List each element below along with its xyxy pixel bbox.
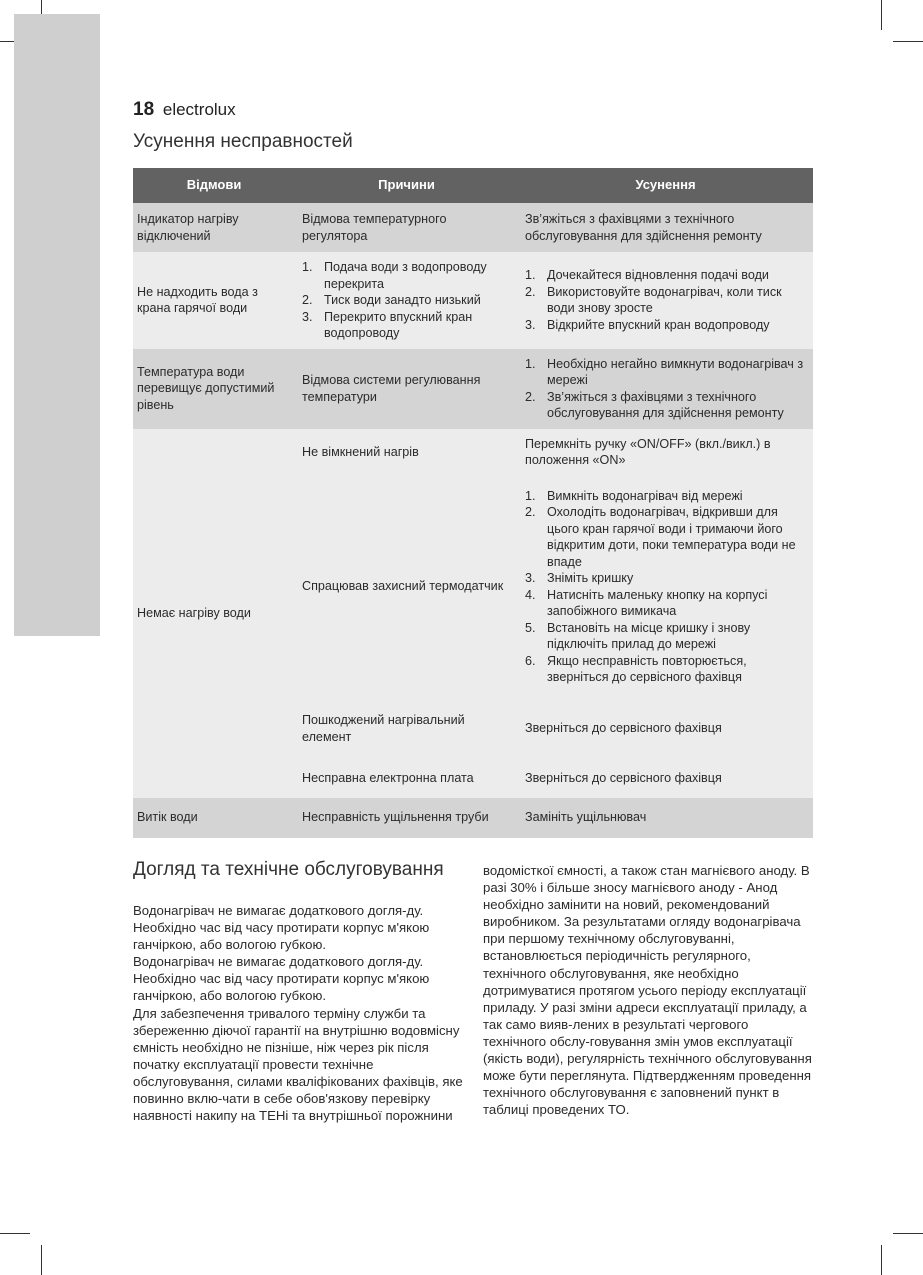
table-row — [133, 349, 813, 429]
cause-cell — [295, 252, 518, 349]
remedy-cell — [518, 252, 813, 349]
remedy-cell — [518, 476, 813, 698]
page-header — [133, 99, 236, 121]
cause-list — [302, 259, 514, 342]
remedy-cell: Зв’яжіться з фахівцями з технічного обслуговування для здійснення ремонту — [518, 203, 813, 252]
remedy-cell: Зверніться до сервісного фахівця — [518, 760, 813, 798]
table-row — [133, 252, 813, 349]
column-header-faults: Відмови — [133, 168, 295, 203]
crop-mark — [881, 1245, 882, 1275]
list-item: 5. Встановіть на місце кришку і знову підключіть прилад до мережі — [525, 620, 751, 651]
page-number: 18 — [133, 99, 155, 120]
list-item: 2. Охолодіть водонагрівач, відкривши для цього кран гарячої води і тримаючи його відкритим доти, поки температура води не впаде — [525, 505, 796, 569]
remedy-cell: Зверніться до сервісного фахівця — [518, 698, 813, 760]
paragraph: Водонагрівач не вимагає додаткового догля-ду. Необхідно час від часу протирати корпус м'якою ганчіркою, або вологою губкою. — [133, 903, 430, 953]
maintenance-left-column — [133, 858, 463, 1124]
list-item: 6. Якщо несправність повторюється, зверніться до сервісного фахівця — [525, 653, 747, 684]
list-item: 1. Необхідно негайно вимкнути водонагрівач з мережі — [525, 356, 804, 387]
list-item: 2. Тиск води занадто низький — [302, 293, 481, 307]
fault-cell: Індикатор нагріву відключений — [133, 203, 295, 252]
table-header-row — [133, 168, 813, 203]
cause-cell: Спрацював захисний термодатчик — [295, 476, 518, 698]
list-item: 3. Перекрито впускний кран водопроводу — [302, 309, 473, 340]
table-row — [133, 798, 813, 838]
column-header-remedies: Усунення — [518, 168, 813, 203]
crop-mark — [893, 41, 923, 42]
paragraph: Для забезпечення тривалого терміну служби та збереженню діючої гарантії на внутрішню водовмісну ємність необхідно не пізніше, ніж через рік після початку експлуатації провести технічне обслуговування, силами кваліфікованих фахівців, яке повинно вклю-чати в себе обов'язкову перевірку наявності накипу на ТЕНі та внутрішньої порожнини — [133, 1005, 463, 1124]
remedy-cell: Перемкніть ручку «ON/OFF» (вкл./викл.) в положення «ON» — [518, 429, 813, 476]
table-row — [133, 429, 813, 476]
list-item: 3. Відкрийте впускний кран водопроводу — [525, 317, 770, 332]
cause-cell: Несправна електронна плата — [295, 760, 518, 798]
list-item: 2. Використовуйте водонагрівач, коли тиск води знову зросте — [525, 284, 782, 316]
brand-name: electrolux — [162, 100, 236, 119]
remedy-list — [525, 267, 809, 333]
troubleshooting-title: Усунення несправностей — [133, 131, 353, 152]
list-item: 1. Вимкніть водонагрівач від мережі — [525, 488, 743, 503]
remedy-list — [525, 488, 809, 686]
fault-cell: Не надходить вода з крана гарячої води — [133, 252, 295, 349]
paragraph: Водонагрівач не вимагає додаткового догля-ду. Необхідно час від часу протирати корпус м'якою ганчіркою, або вологою губкою. — [133, 954, 430, 1004]
list-item: 1. Подача води з водопроводу перекрита — [302, 260, 487, 291]
list-item: 2. Зв’яжіться з фахівцями з технічного обслуговування для здійснення ремонту — [525, 389, 784, 420]
troubleshooting-table — [133, 168, 813, 838]
list-item: 3. Зніміть кришку — [525, 571, 634, 585]
maintenance-title: Догляд та технічне обслуговування — [133, 859, 444, 880]
crop-mark — [41, 1245, 42, 1275]
crop-mark — [881, 0, 882, 30]
paragraph: водомісткої ємності, а також стан магнієвого аноду. В разі 30% і більше зносу магнієвого аноду - Анод необхідно замінити на новий, рекомендований виробником. За результатами огляду водонагрівача при першому технічному обслуговуванні, встановлюється періодичність регулярного, технічного обслуговування, яке необхідно дотримуватися протягом усього періоду експлуатації приладу. У разі зміни адреси експлуатації приладу, а так само вияв-лених в результаті чергового технічного обслу-говування змін умов експлуатації (якість води), регулярність технічного обслуговування може бути переглянута. Підтвердженням проведення технічного обслуговування є заповнений пункт в таблиці проведених ТО. — [483, 863, 812, 1118]
fault-cell: Немає нагріву води — [133, 429, 295, 798]
cause-cell: Пошкоджений нагрівальний елемент — [295, 698, 518, 760]
remedy-cell: Замініть ущільнювач — [518, 798, 813, 838]
maintenance-right-column — [483, 862, 815, 1118]
cause-cell: Відмова системи регулювання температури — [295, 349, 518, 429]
list-item: 1. Дочекайтеся відновлення подачі води — [525, 268, 769, 283]
section-side-tab — [14, 14, 100, 636]
fault-cell: Температура води перевищує допустимий рівень — [133, 349, 295, 429]
list-item: 4. Натисніть маленьку кнопку на корпусі запобіжного вимикача — [525, 587, 768, 618]
fault-cell: Витік води — [133, 798, 295, 838]
cause-cell: Відмова температурного регулятора — [295, 203, 518, 252]
cause-cell: Не вімкнений нагрів — [295, 429, 518, 476]
table-row — [133, 203, 813, 252]
remedy-list — [525, 356, 809, 422]
column-header-causes: Причини — [295, 168, 518, 203]
cause-cell: Несправність ущільнення труби — [295, 798, 518, 838]
crop-mark — [0, 1233, 30, 1234]
crop-mark — [893, 1233, 923, 1234]
remedy-cell — [518, 349, 813, 429]
